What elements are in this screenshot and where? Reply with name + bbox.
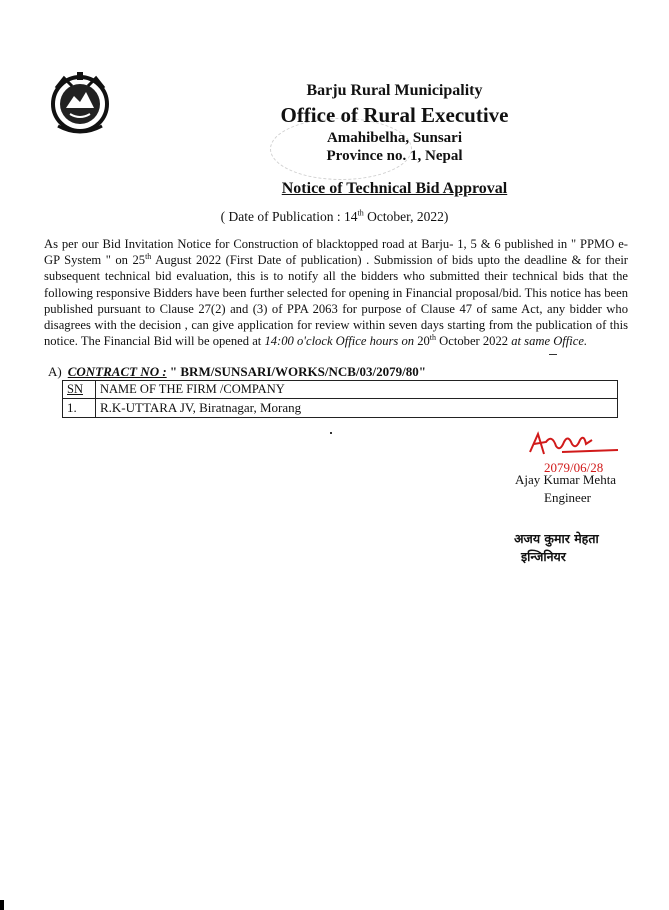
stray-mark [549, 354, 557, 355]
row-firm: R.K-UTTARA JV, Biratnagar, Morang [96, 399, 618, 418]
office-location: Amahibelha, Sunsari [326, 130, 463, 146]
row-sn: 1. [63, 399, 96, 418]
notice-title: Notice of Technical Bid Approval [281, 180, 508, 197]
bidders-table [62, 380, 618, 418]
stray-dot [330, 432, 332, 434]
signatory-name-nepali: अजय कुमार मेहता [514, 531, 599, 546]
column-header-sn: SN [63, 381, 96, 399]
province: Province no. 1, Nepal [326, 148, 463, 164]
publication-date: ( Date of Publication : 14th October, 2022) [220, 208, 449, 224]
table-row [63, 399, 618, 418]
signatory-name: Ajay Kumar Mehta [515, 472, 617, 487]
office-name: Office of Rural Executive [280, 103, 509, 127]
table-header-row [63, 381, 618, 399]
contract-number: A) CONTRACT NO : " BRM/SUNSARI/WORKS/NCB/03/2079/80" [48, 364, 426, 379]
signatory-title: Engineer [544, 490, 591, 505]
signatory-title-nepali: इन्जिनियर [521, 549, 566, 564]
notice-body: As per our Bid Invitation Notice for Construction of blacktopped road at Barju- 1, 5 & 6 published in " PPMO e-GP System " on 25th August 2022 (First Date of publication) . Submission of bids upto the deadline & for their subsequent technical bid evaluation, this is to notify all the bidders who submitted their technical bids that the following responsive Bidders have been further selected for opening in Financial proposal/bid. This notice has been published pursuant to Clause 27(2) and (3) of PPA 2063 for purpose of Clause 47 of same Act, any bidder who disagrees with the decision , can give application for review within seven days starting from the publication of this notice. The Financial Bid will be opened at 14:00 o'clock Office hours on 20th October 2022 at same Office. [44, 237, 629, 349]
column-header-firm: NAME OF THE FIRM /COMPANY [96, 381, 618, 399]
handwritten-date: 2079/06/28 [544, 460, 604, 475]
scan-edge-mark [0, 900, 4, 910]
municipality-name: Barju Rural Municipality [306, 82, 483, 99]
